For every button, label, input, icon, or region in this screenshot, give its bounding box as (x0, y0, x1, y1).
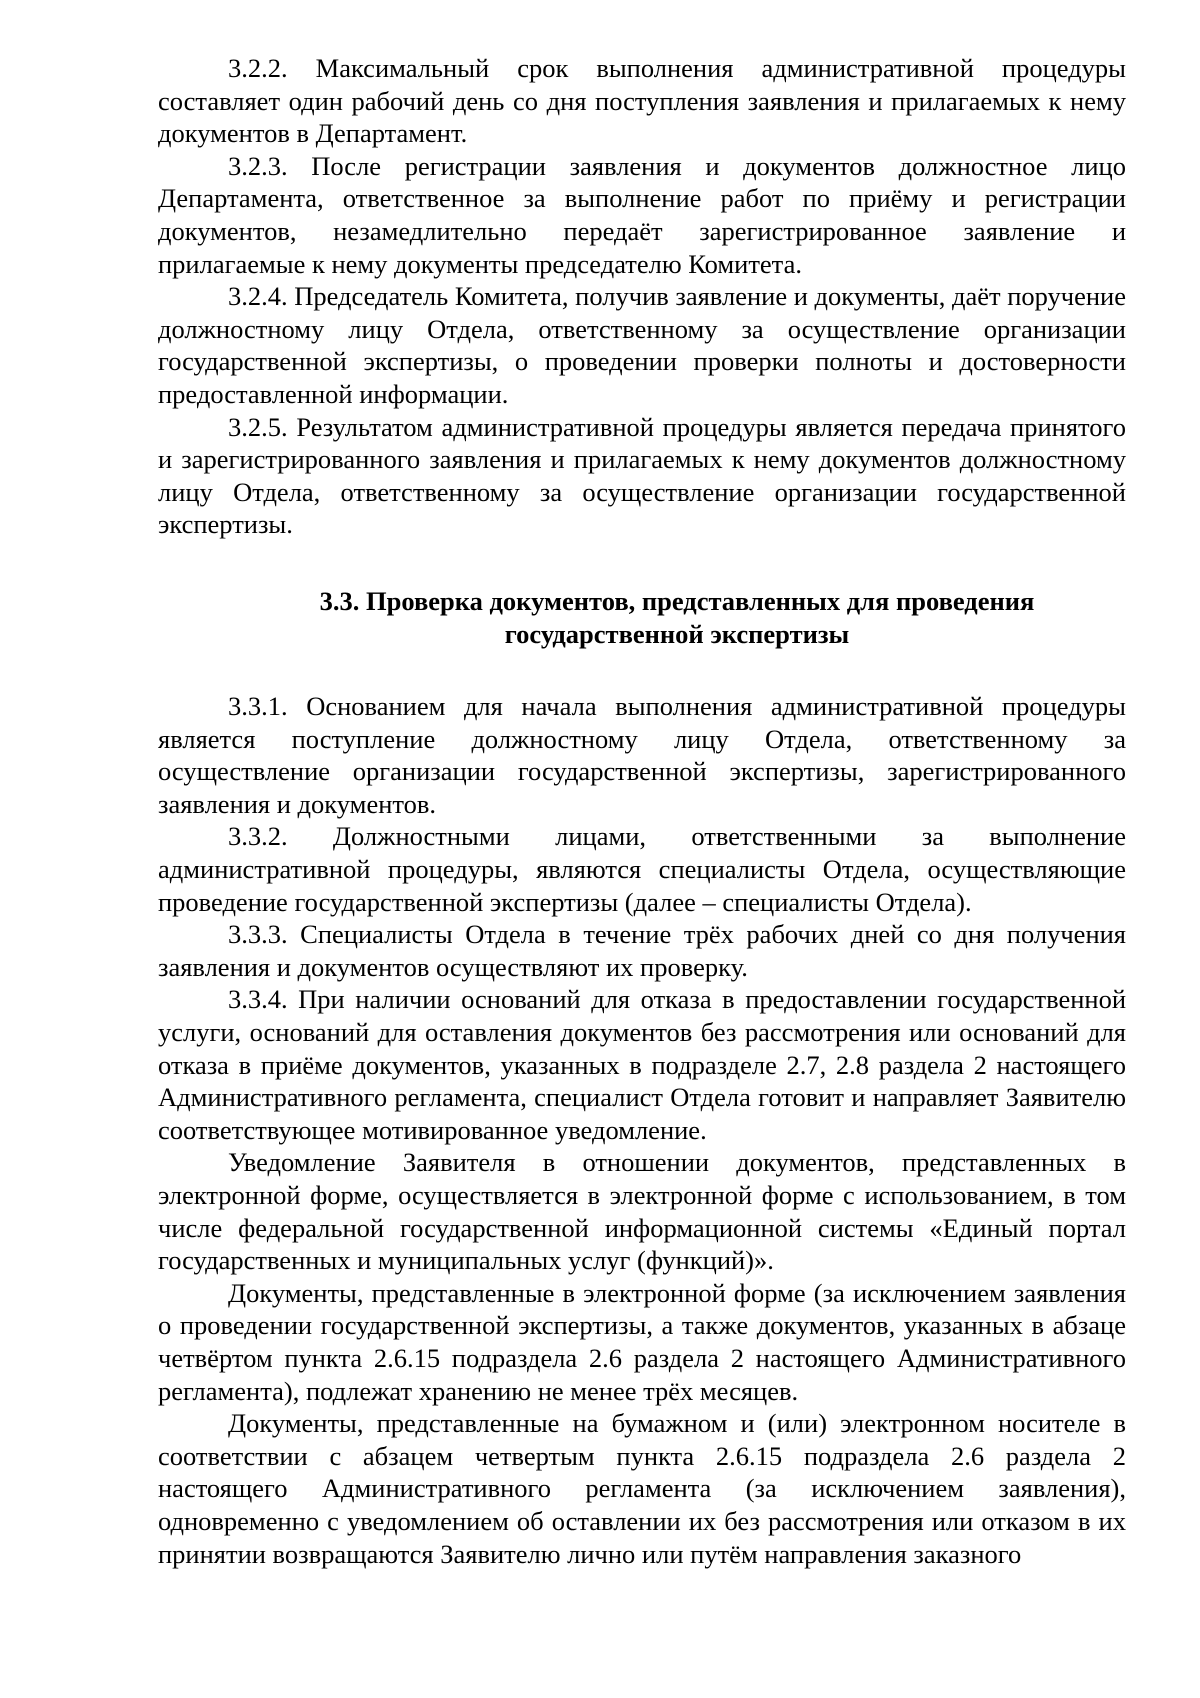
paragraph-3-2-2: 3.2.2. Максимальный срок выполнения административной процедуры составляет один рабочий день со дня поступления заявления и прилагаемых к нему документов в Департамент. (158, 53, 1126, 149)
paragraph-paper-documents: Документы, представленные на бумажном и (или) электронном носителе в соответствии с абзацем четвертым пункта 2.6.15 подраздела 2.6 раздела 2 настоящего Административного регламента (за исключением заявления), одновременно с уведомлением об оставлении их без рассмотрения или отказом в их принятии возвращаются Заявителю лично или путём направления заказного (158, 1408, 1126, 1569)
paragraph-3-3-4: 3.3.4. При наличии оснований для отказа в предоставлении государственной услуги, оснований для оставления документов без рассмотрения или оснований для отказа в приёме документов, указанных в подразделе 2.7, 2.8 раздела 2 настоящего Административного регламента, специалист Отдела готовит и направляет Заявителю соответствующее мотивированное уведомление. (158, 984, 1126, 1145)
paragraph-3-3-3: 3.3.3. Специалисты Отдела в течение трёх рабочих дней со дня получения заявления и документов осуществляют их проверку. (158, 919, 1126, 982)
document-page (158, 52, 1126, 1570)
section-heading (158, 585, 1126, 650)
spacer (158, 541, 1126, 585)
paragraph-3-2-3: 3.2.3. После регистрации заявления и документов должностное лицо Департамента, ответственное за выполнение работ по приёму и регистрации документов, незамедлительно передаёт зарегистрированное заявление и прилагаемые к нему документы председателю Комитета. (158, 150, 1126, 279)
paragraph-notification: Уведомление Заявителя в отношении документов, представленных в электронной форме, осуществляется в электронной форме с использованием, в том числе федеральной государственной информационной системы «Единый портал государственных и муниципальных услуг (функций)». (158, 1147, 1126, 1276)
paragraph-3-3-2: 3.3.2. Должностными лицами, ответственными за выполнение административной процедуры, являются специалисты Отдела, осуществляющие проведение государственной экспертизы (далее – специалисты Отдела). (158, 821, 1126, 917)
section-heading-line-2: государственной экспертизы (504, 618, 850, 649)
section-heading-line-1: 3.3. Проверка документов, представленных для проведения (319, 585, 1035, 616)
paragraph-electronic-documents: Документы, представленные в электронной форме (за исключением заявления о проведении государственной экспертизы, а также документов, указанных в абзаце четвёртом пункта 2.6.15 подраздела 2.6 раздела 2 настоящего Административного регламента), подлежат хранению не менее трёх месяцев. (158, 1277, 1126, 1406)
paragraph-3-2-5: 3.2.5. Результатом административной процедуры является передача принятого и зарегистрированного заявления и прилагаемых к нему документов должностному лицу Отдела, ответственному за осуществление организации государственной экспертизы. (158, 411, 1126, 540)
spacer (158, 650, 1126, 690)
paragraph-3-2-4: 3.2.4. Председатель Комитета, получив заявление и документы, даёт поручение должностному лицу Отдела, ответственному за осуществление организации государственной экспертизы, о проведении проверки полноты и достоверности предоставленной информации. (158, 281, 1126, 409)
paragraph-3-3-1: 3.3.1. Основанием для начала выполнения административной процедуры является поступление должностному лицу Отдела, ответственному за осуществление организации государственной экспертизы, зарегистрированного заявления и документов. (158, 691, 1126, 819)
